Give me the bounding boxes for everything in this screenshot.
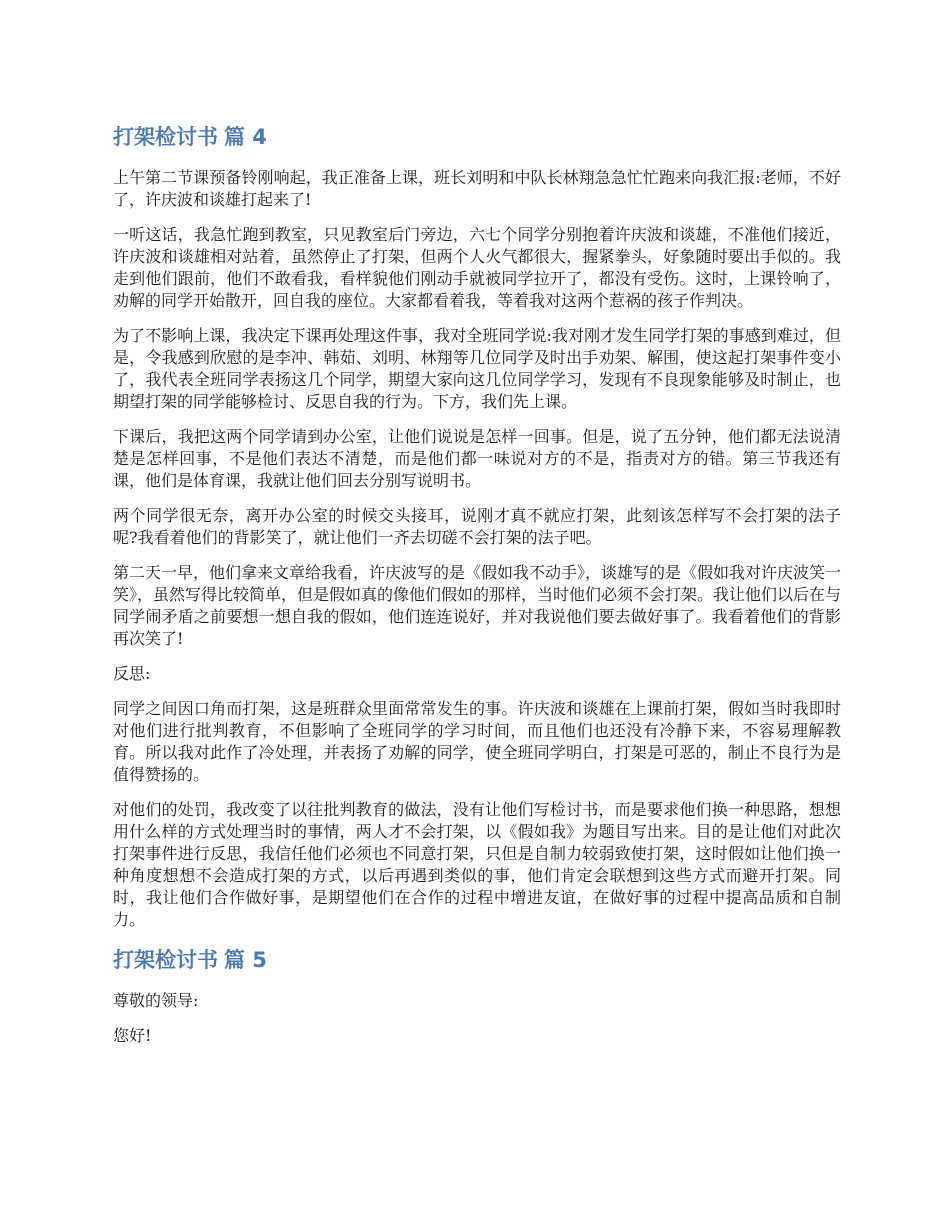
paragraph: 第二天一早，他们拿来文章给我看，许庆波写的是《假如我不动手》，谈雄写的是《假如我对许庆波笑一笑》，虽然写得比较简单，但是假如真的像他们假如的那样，当时他们必须不会打架。我让他们以后在与同学闹矛盾之前要想一想自我的假如，他们连连说好，并对我说他们要去做好事了。我看着他们的背影再次笑了! <box>113 563 842 648</box>
paragraph: 下课后，我把这两个同学请到办公室，让他们说说是怎样一回事。但是，说了五分钟，他们都无法说清楚是怎样回事，不是他们表达不清楚，而是他们都一味说对方的不是，指责对方的错。第三节我还有课，他们是体育课，我就让他们回去分别写说明书。 <box>113 427 841 490</box>
paragraph: 同学之间因口角而打架，这是班群众里面常常发生的事。许庆波和谈雄在上课前打架，假如当时我即时对他们进行批判教育，不但影响了全班同学的学习时间，而且他们也还没有冷静下来，不容易理解教育。所以我对此作了冷处理，并表扬了劝解的同学，使全班同学明白，打架是可恶的，制止不良行为是值得赞扬的。 <box>113 699 841 784</box>
section-title-text: 打架检讨书 <box>113 948 218 972</box>
paragraph: 一听这话，我急忙跑到教室，只见教室后门旁边，六七个同学分别抱着许庆波和谈雄，不准他们接近，许庆波和谈雄相对站着，虽然停止了打架，但两个人火气都很大，握紧拳头，好象随时要出手似的。我走到他们跟前，他们不敢看我，看样貌他们刚动手就被同学拉开了，都没有受伤。这时，上课铃响了，劝解的同学开始散开，回自我的座位。大家都看着我，等着我对这两个惹祸的孩子作判决。 <box>113 225 841 310</box>
section-number: 篇 4 <box>224 125 267 149</box>
paragraph: 为了不影响上课，我决定下课再处理这件事，我对全班同学说:我对刚才发生同学打架的事感到难过，但是，令我感到欣慰的是李冲、韩茹、刘明、林翔等几位同学及时出手劝架、解围，使这起打架事件变小了，我代表全班同学表扬这几个同学，期望大家向这几位同学学习，发现有不良现象能够及时制止，也期望打架的同学能够检讨、反思自我的行为。下方，我们先上课。 <box>113 326 841 411</box>
paragraph-reflection-heading: 反思: <box>113 664 151 683</box>
salutation: 尊敬的领导: <box>113 991 199 1010</box>
paragraph: 上午第二节课预备铃刚响起，我正准备上课，班长刘明和中队长林翔急急忙忙跑来向我汇报:老师，不好了，许庆波和谈雄打起来了! <box>113 168 841 209</box>
paragraph: 两个同学很无奈，离开办公室的时候交头接耳，说刚才真不就应打架，此刻该怎样写不会打架的法子呢?我看着他们的背影笑了，就让他们一齐去切磋不会打架的法子吧。 <box>113 506 841 547</box>
section-title-4 <box>113 120 841 154</box>
section-number: 篇 5 <box>224 948 267 972</box>
section-title-text: 打架检讨书 <box>113 125 218 149</box>
greeting: 您好! <box>113 1026 152 1045</box>
paragraph: 对他们的处罚，我改变了以往批判教育的做法，没有让他们写检讨书，而是要求他们换一种思路，想想用什么样的方式处理当时的事情，两人才不会打架，以《假如我》为题目写出来。目的是让他们对此次打架事件进行反思，我信任他们必须也不同意打架，只但是自制力较弱致使打架，这时假如让他们换一种角度想想不会造成打架的方式，以后再遇到类似的事，他们肯定会联想到这些方式而避开打架。同时，我让他们合作做好事，是期望他们在合作的过程中增进友谊，在做好事的过程中提高品质和自制力。 <box>113 800 841 929</box>
document-page <box>113 110 841 1047</box>
section-title-5 <box>113 943 841 977</box>
